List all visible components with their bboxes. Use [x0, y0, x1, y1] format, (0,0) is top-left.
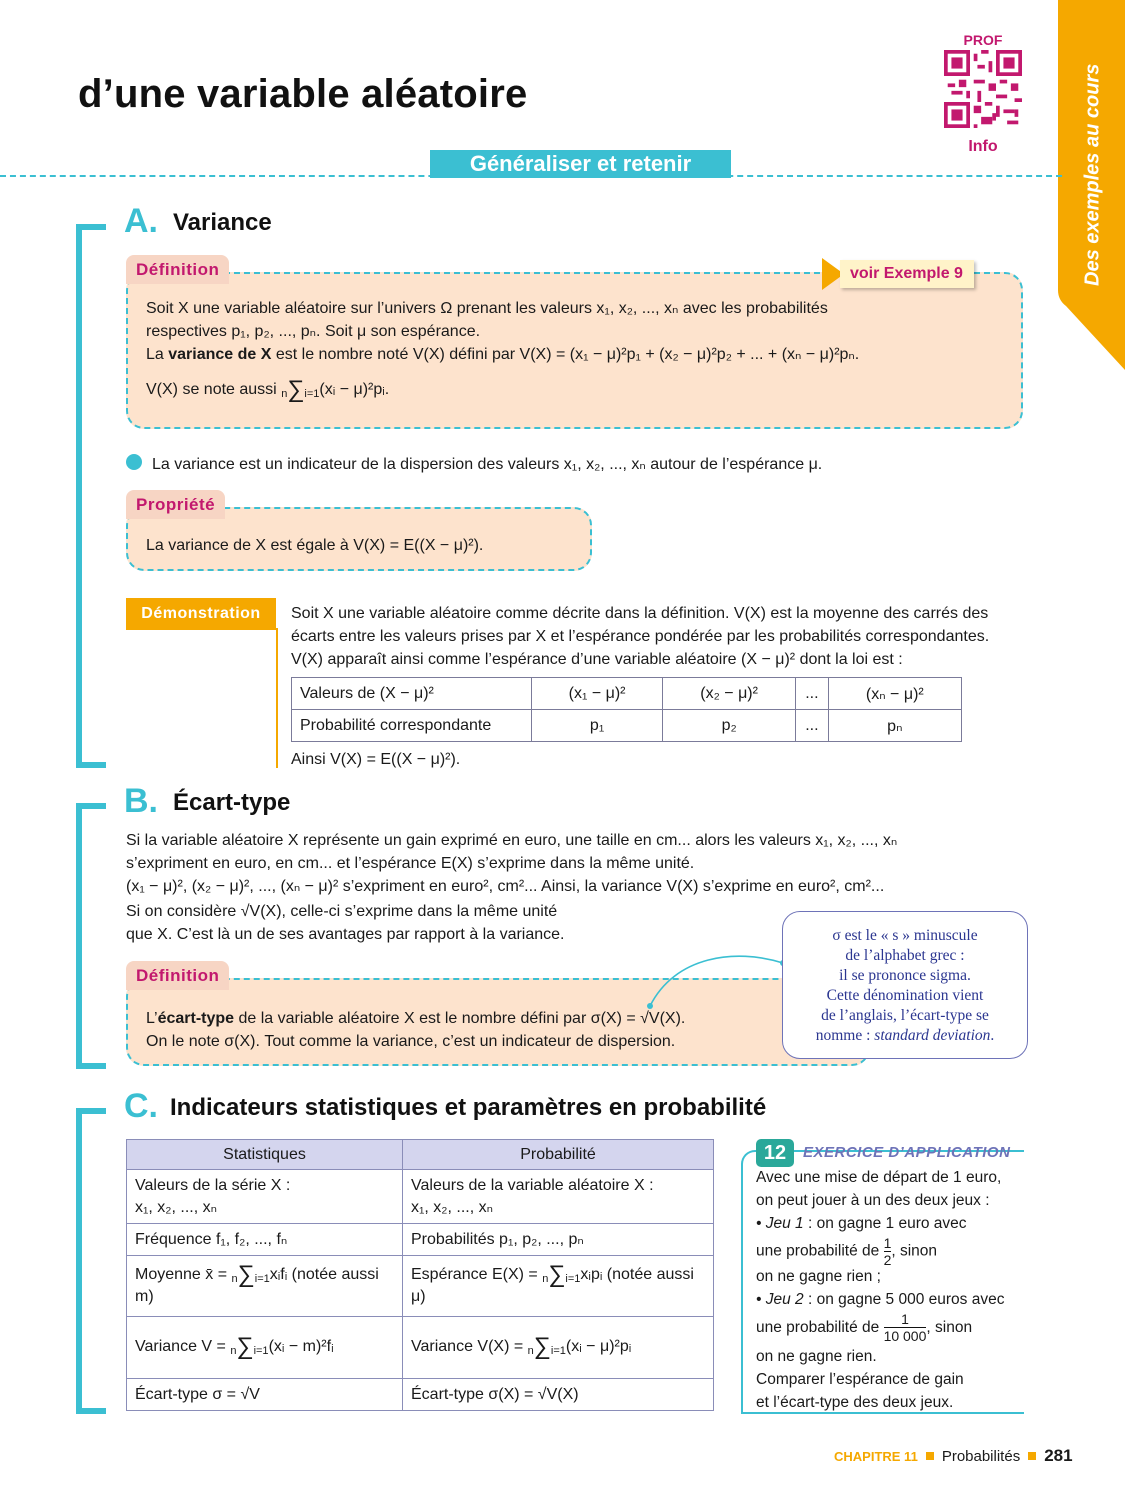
ecart-line-4: Si on considère √V(X), celle-ci s’exprime dans la même unité — [126, 903, 558, 920]
page-number: 281 — [1044, 1446, 1073, 1465]
note-italic: standard deviation — [874, 1027, 991, 1044]
sigma-icon: ∑ — [548, 1260, 566, 1288]
note-line: nomme : — [815, 1027, 875, 1044]
variance-bullet: La variance est un indicateur de la dispersion des valeurs x₁, x₂, ..., xₙ autour de l’espérance μ. — [152, 456, 823, 473]
section-c-bracket — [76, 1108, 106, 1414]
exercise-text: , sinon — [891, 1242, 938, 1260]
footer-chapter: CHAPITRE 11 — [834, 1449, 918, 1464]
sum-symbol — [527, 1333, 566, 1361]
demo-line-1: Soit X une variable aléatoire comme décrite dans la définition. V(X) est la moyenne des carrés des — [291, 605, 989, 622]
exercise-line — [756, 1311, 1031, 1345]
sigma-icon: ∑ — [237, 1260, 255, 1288]
demo-conclusion: Ainsi V(X) = E((X − μ)²). — [291, 751, 461, 768]
exercise-line — [756, 1288, 1031, 1311]
table-row — [127, 1256, 714, 1317]
cell-text: xᵢpᵢ (notée aussi μ) — [411, 1266, 694, 1306]
table-cell — [127, 1170, 403, 1224]
bullet-dot-icon — [126, 454, 142, 470]
table-cell: (x₂ − μ)² — [663, 678, 796, 710]
frac-den: 10 000 — [883, 1328, 927, 1345]
note-connector — [645, 948, 790, 1013]
ecart-line-3: (x₁ − μ)², (x₂ − μ)², ..., (xₙ − μ)² s’expriment en euro², cm²... Ainsi, la variance V(X) s’exprime en euro², cm²... — [126, 878, 885, 895]
page-footer — [834, 1446, 1073, 1466]
sum-symbol — [542, 1260, 581, 1288]
section-a-letter: A. — [124, 202, 158, 240]
sum-bottom: i=1 — [254, 1272, 270, 1285]
exercise-text: : on gagne 1 euro avec — [803, 1215, 967, 1232]
qr-block[interactable] — [944, 32, 1022, 156]
page-title: d’une variable aléatoire — [78, 72, 528, 116]
section-c-title: Indicateurs statistiques et paramètres en probabilité — [170, 1094, 767, 1121]
exercise-text: une probabilité de — [756, 1242, 880, 1260]
loi-table — [291, 677, 962, 742]
table-row — [292, 678, 962, 710]
def4-a: V(X) se note aussi — [146, 381, 277, 398]
table-cell: Probabilités p₁, p₂, ..., pₙ — [403, 1224, 714, 1256]
sum-top: n — [527, 1345, 534, 1358]
definition-tag: Définition — [126, 255, 229, 284]
frac-den: 2 — [883, 1252, 892, 1268]
cell-text: Moyenne x̄ = — [135, 1266, 228, 1284]
table-row — [127, 1379, 714, 1411]
sigma-icon: ∑ — [287, 375, 305, 403]
voir-exemple-label: voir Exemple 9 — [840, 260, 974, 288]
sum-bottom: i=1 — [550, 1345, 566, 1358]
def3-b: est le nombre noté V(X) défini par V(X) = (x₁ − μ)²p₁ + (x₂ − μ)²p₂ + ... + (xₙ − μ)²pₙ. — [271, 346, 860, 363]
table-cell: ... — [796, 710, 829, 742]
sum-bottom: i=1 — [253, 1345, 269, 1358]
note-line: de l’alphabet grec : — [845, 947, 965, 964]
demonstration-rule — [276, 628, 278, 768]
sigma-icon: ∑ — [236, 1333, 254, 1361]
exercise-text: : on gagne 5 000 euros avec — [803, 1291, 1005, 1308]
exercise-line: on ne gagne rien. — [756, 1348, 877, 1365]
ecart-line-5: que X. C’est là un de ses avantages par rapport à la variance. — [126, 926, 565, 943]
definition-line-1: Soit X une variable aléatoire sur l’univers Ω prenant les valeurs x₁, x₂, ..., xₙ avec les probabilités — [146, 300, 828, 317]
exercise-line: Avec une mise de départ de 1 euro, — [756, 1169, 1002, 1186]
property-tag: Propriété — [126, 490, 225, 519]
table-header-row — [127, 1140, 714, 1170]
ecart-line-1: Si la variable aléatoire X représente un gain exprimé en euro, une taille en cm... alors les valeurs x₁, x₂, ..., xₙ — [126, 832, 898, 849]
def3-a: La — [146, 346, 169, 363]
frac-num: 1 — [883, 1235, 892, 1251]
sum-symbol — [231, 1260, 270, 1288]
qr-label-prof: PROF — [963, 32, 1003, 48]
comparison-table — [126, 1139, 714, 1411]
sum-bottom: i=1 — [565, 1272, 581, 1285]
sigma-icon: ∑ — [533, 1333, 551, 1361]
ecart-def-2: On le note σ(X). Tout comme la variance, c’est un indicateur de dispersion. — [146, 1033, 676, 1050]
exercise-line — [756, 1212, 1031, 1235]
table-cell: p₁ — [532, 710, 663, 742]
cell-text: Variance V(X) = — [411, 1338, 524, 1356]
table-cell: (xₙ − μ)² — [828, 678, 961, 710]
definition-line-3 — [146, 343, 1016, 366]
definition-line-4 — [146, 366, 546, 414]
exercise-number[interactable]: 12 — [756, 1139, 794, 1167]
section-b-bracket — [76, 803, 106, 1069]
definition-line-2: respectives p₁, p₂, ..., pₙ. Soit μ son espérance. — [146, 323, 481, 340]
cell-line: Valeurs de la variable aléatoire X : — [411, 1176, 654, 1194]
exercise-text: une probabilité de — [756, 1319, 880, 1336]
table-cell: Probabilité correspondante — [292, 710, 532, 742]
note-end: . — [990, 1027, 995, 1044]
voir-exemple-link[interactable] — [822, 258, 972, 290]
sigma-note — [782, 911, 1028, 1059]
demo-line-3: V(X) apparaît ainsi comme l’espérance d’une variable aléatoire (X − μ)² dont la loi est : — [291, 651, 903, 668]
demonstration-tag: Démonstration — [126, 598, 276, 630]
ecart-def-b: de la variable aléatoire X est le nombre défini par σ(X) = √V(X). — [234, 1010, 686, 1027]
cell-text: (xᵢ − μ)²pᵢ — [565, 1338, 632, 1356]
sum-symbol — [281, 375, 320, 403]
exercise-line: et l’écart-type des deux jeux. — [756, 1394, 954, 1411]
section-b-letter: B. — [124, 782, 158, 820]
exercise-text: , sinon — [926, 1319, 973, 1336]
table-row — [127, 1317, 714, 1379]
table-cell: Écart-type σ(X) = √V(X) — [403, 1379, 714, 1411]
table-cell — [403, 1256, 714, 1317]
section-banner: Généraliser et retenir — [430, 150, 731, 178]
table-cell — [127, 1256, 403, 1317]
table-cell — [403, 1317, 714, 1379]
definition-tag-b: Définition — [126, 961, 229, 990]
table-cell: Fréquence f₁, f₂, ..., fₙ — [127, 1224, 403, 1256]
qr-code-icon[interactable] — [944, 50, 1022, 128]
exercise-line: Comparer l’espérance de gain — [756, 1371, 964, 1388]
def4-b: (xᵢ − μ)²pᵢ. — [319, 381, 390, 398]
exercise-body — [756, 1166, 1031, 1414]
cell-text: Espérance E(X) = — [411, 1266, 538, 1284]
section-c-letter: C. — [124, 1087, 158, 1125]
cell-line: Valeurs de la série X : — [135, 1176, 291, 1194]
demo-line-2: écarts entre les valeurs prises par X et l’espérance pondérée par les probabilités correspondantes. — [291, 628, 990, 645]
note-line: il se prononce sigma. — [839, 967, 971, 984]
column-header: Statistiques — [127, 1140, 403, 1170]
column-header: Probabilité — [403, 1140, 714, 1170]
sum-top: n — [231, 1272, 238, 1285]
table-cell — [403, 1170, 714, 1224]
property-text: La variance de X est égale à V(X) = E((X − μ)²). — [146, 537, 484, 554]
cell-line: x₁, x₂, ..., xₙ — [411, 1198, 493, 1216]
note-line-last — [783, 1026, 1027, 1046]
jeu1-label: • Jeu 1 — [756, 1215, 804, 1232]
table-cell: p₂ — [663, 710, 796, 742]
ecart-line-2: s’expriment en euro, en cm... et l’espérance E(X) s’exprime dans la même unité. — [126, 855, 695, 872]
section-a-bracket — [76, 224, 106, 768]
cell-line: x₁, x₂, ..., xₙ — [135, 1198, 217, 1216]
table-cell: Valeurs de (X − μ)² — [292, 678, 532, 710]
table-row — [127, 1224, 714, 1256]
cell-text: xᵢfᵢ (notée aussi m) — [135, 1266, 379, 1306]
jeu2-label: • Jeu 2 — [756, 1291, 804, 1308]
table-cell: (x₁ − μ)² — [532, 678, 663, 710]
exercise-line: on ne gagne rien ; — [756, 1268, 881, 1285]
square-bullet-icon — [1028, 1452, 1036, 1460]
def3-bold: variance de X — [168, 346, 272, 363]
section-a-title: Variance — [173, 209, 272, 236]
sum-top: n — [281, 387, 288, 400]
table-row — [127, 1170, 714, 1224]
note-line: Cette dénomination vient — [826, 987, 984, 1004]
table-cell: Écart-type σ = √V — [127, 1379, 403, 1411]
note-line: de l’anglais, l’écart-type se — [821, 1007, 989, 1024]
table-cell: pₙ — [828, 710, 961, 742]
exercise-line: on peut jouer à un des deux jeux : — [756, 1192, 990, 1209]
cell-text: Variance V = — [135, 1338, 226, 1356]
square-bullet-icon — [926, 1452, 934, 1460]
section-b-title: Écart-type — [173, 789, 291, 816]
note-line: σ est le « s » minuscule — [832, 927, 978, 944]
ecart-def-a: L’ — [146, 1010, 158, 1027]
sum-symbol — [230, 1333, 269, 1361]
sum-top: n — [230, 1345, 237, 1358]
fraction-1-10000 — [884, 1311, 927, 1344]
sum-top: n — [542, 1272, 549, 1285]
exercise-title: EXERCICE D’APPLICATION — [803, 1144, 1011, 1161]
footer-topic: Probabilités — [941, 1448, 1021, 1465]
frac-num: 1 — [901, 1311, 909, 1328]
sum-bottom: i=1 — [304, 387, 320, 400]
table-cell — [127, 1317, 403, 1379]
cell-text: (xᵢ − m)²fᵢ — [268, 1338, 334, 1356]
exercise-line — [756, 1235, 1031, 1268]
qr-label-info: Info — [968, 138, 998, 155]
side-tab-label[interactable]: Des exemples au cours — [1081, 63, 1104, 287]
ecart-def-bold: écart-type — [157, 1010, 235, 1027]
table-cell: ... — [796, 678, 829, 710]
table-row — [292, 710, 962, 742]
